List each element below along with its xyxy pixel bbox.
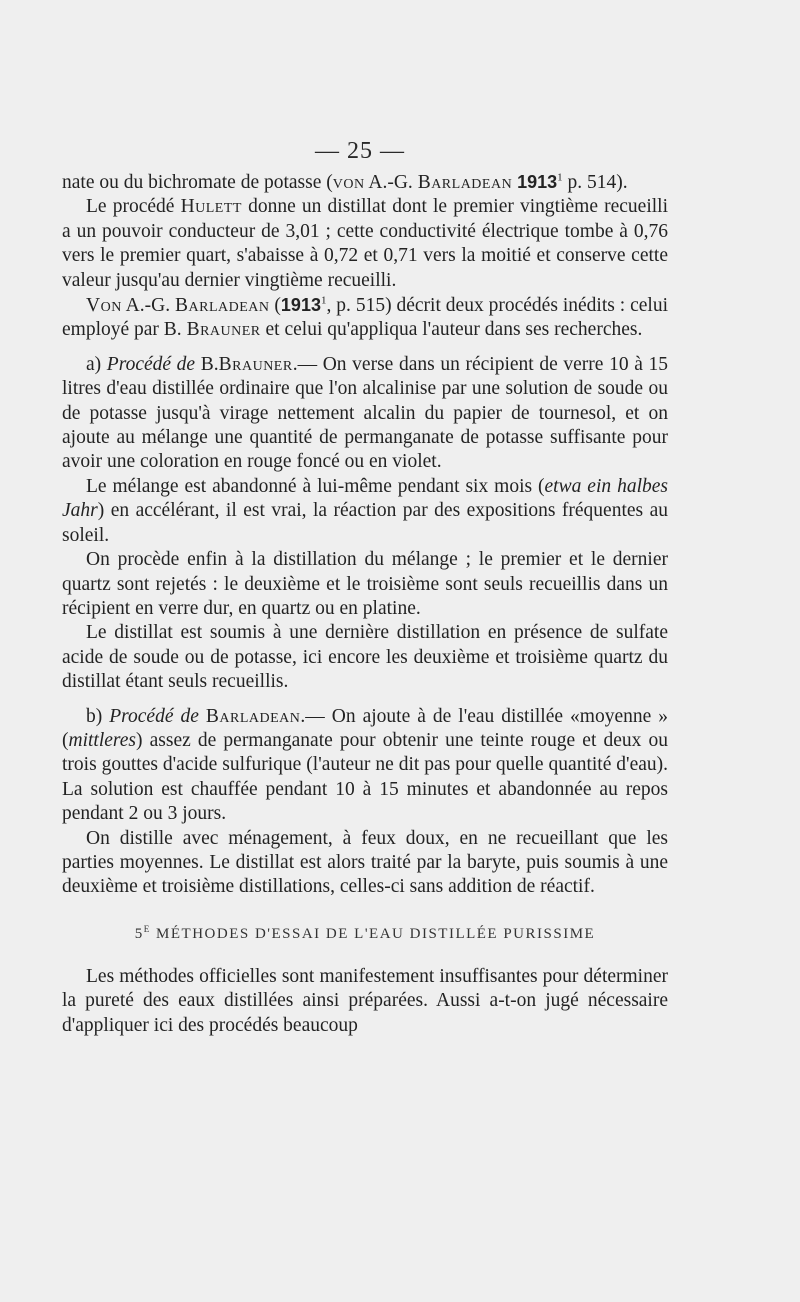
paragraph-5: Le mélange est abandonné à lui-même pendant six mois (etwa ein halbes Jahr) en accélérant, il est vrai, la réaction par des expositions fréquentes au soleil.	[62, 475, 668, 546]
paragraph-7: Le distillat est soumis à une dernière distillation en présence de sulfate acide de soude ou de potasse, ici encore les deuxième et troisième quartz du distillat étant seuls recueillis.	[62, 622, 668, 693]
paragraph-8: b) Procédé de Barladean.— On ajoute à de l'eau distillée «moyenne » (mittleres) assez de permanganate pour obtenir une teinte rouge et deux ou trois gouttes d'acide sulfurique (l'auteur ne dit pas pour quelle quantité d'eau). La solution est chauffée pendant 10 à 15 minutes et abandonnée au repos pendant 2 ou 3 jours.	[62, 705, 669, 825]
page-number: — 25 —	[315, 138, 405, 164]
paragraph-6: On procède enfin à la distillation du mélange ; le premier et le dernier quartz sont rejetés : le deuxième et le troisième sont seuls recueillis dans un récipient en verre dur, en quartz ou en platine.	[62, 549, 668, 619]
paragraph-10: Les méthodes officielles sont manifestement insuffisantes pour déterminer la pureté des eaux distillées ainsi préparées. Aussi a-t-on jugé nécessaire d'appliquer ici des procédés beaucoup	[62, 965, 668, 1036]
section-heading: $5^E$ MÉTHODES D'ESSAI DE L'EAU DISTILLÉE PURISSIME	[134, 923, 596, 942]
page-body	[62, 170, 668, 1038]
paragraph-1: nate ou du bichromate de potasse (von A.-G. Barladean 1913$^1$ p. 514).	[62, 171, 628, 193]
paragraph-2: Le procédé Hulett donne un distillat dont le premier vingtième recueilli a un pouvoir conducteur de 3,01 ; cette conductivité électrique tombe à 0,76 vers le premier quart, s'abaisse à 0,72 et 0,71 vers la moitié et conserve cette valeur jusqu'au dernier vingtième recueilli.	[62, 196, 668, 291]
paragraph-3: Von A.-G. Barladean (1913$^1$, p. 515) décrit deux procédés inédits : celui employé par B. Brauner et celui qu'appliqua l'auteur dans ses recherches.	[62, 294, 668, 341]
paragraph-9: On distille avec ménagement, à feux doux, en ne recueillant que les parties moyennes. Le distillat est alors traité par la baryte, puis soumis à une deuxième et troisième distillations, celles-ci sans addition de réactif.	[62, 827, 668, 898]
paragraph-4: a) Procédé de B.Brauner.— On verse dans un récipient de verre 10 à 15 litres d'eau distillée ordinaire que l'on alcalinise par une solution de soude ou de potasse jusqu'à virage nettement alcalin du papier de tournesol, et on ajoute au mélange une quantité de permanganate de potasse suffisante pour avoir une coloration en rouge foncé ou en violet.	[62, 353, 668, 473]
